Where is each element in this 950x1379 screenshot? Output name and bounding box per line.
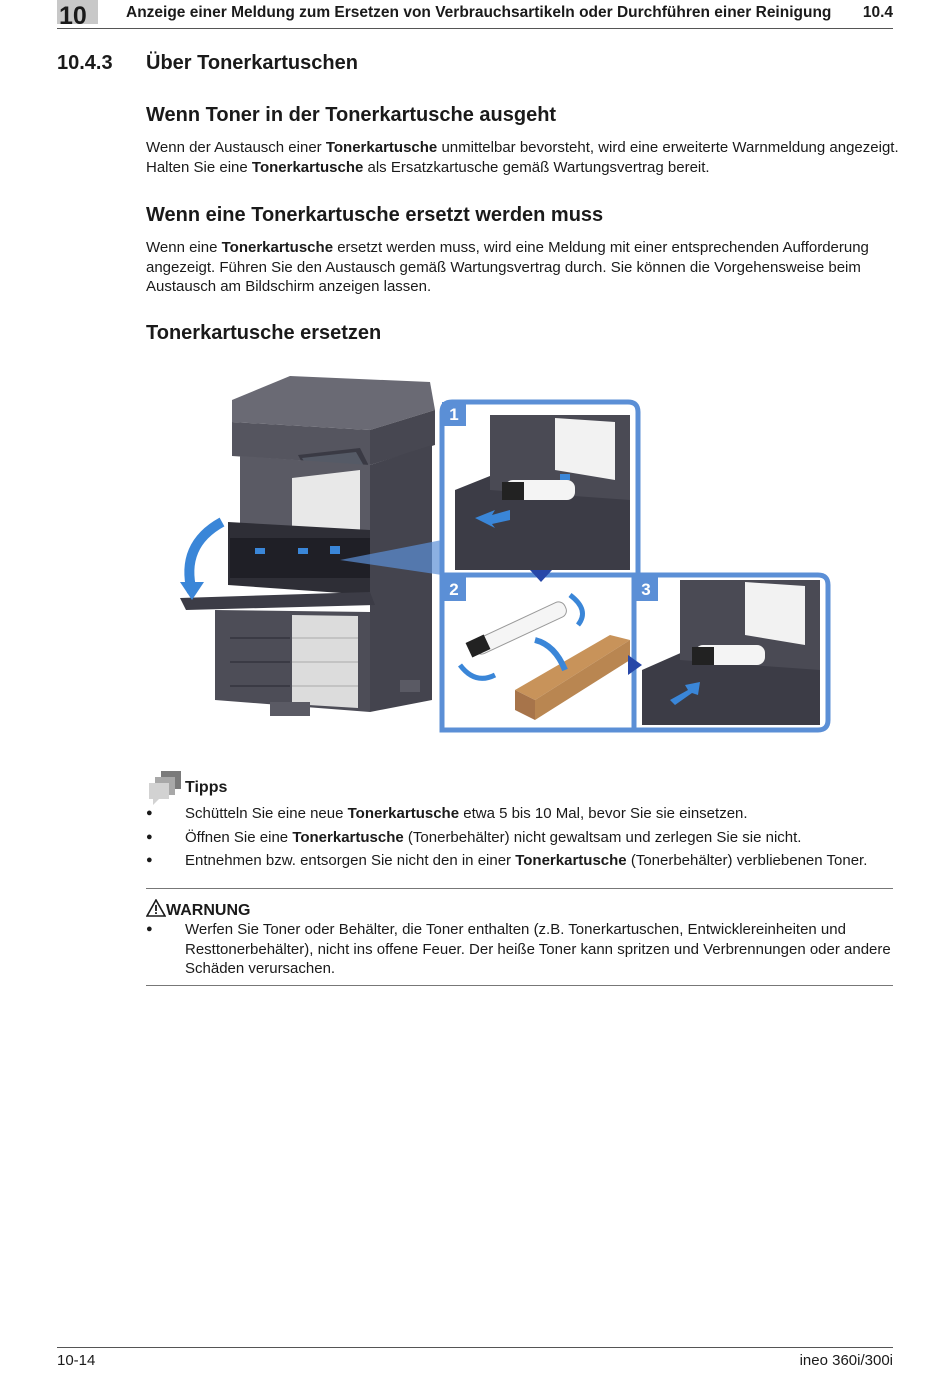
subheading-toner-low: Wenn Toner in der Tonerkartusche ausgeht	[146, 104, 557, 126]
text: Entnehmen bzw. entsorgen Sie nicht den in einer	[185, 852, 516, 869]
step1-panel	[442, 402, 638, 575]
toner-replacement-illustration	[170, 370, 840, 740]
section-number: 10.4.3	[57, 52, 113, 74]
running-header-title: Anzeige einer Meldung zum Ersetzen von Verbrauchsartikeln oder Durchführen einer Reinigung	[126, 4, 832, 21]
text: unmittelbar bevorsteht, wird eine erweiterte Warnmeldung angezeigt. Halten Sie eine	[146, 139, 899, 176]
tip-item	[146, 851, 906, 871]
tips-label: Tipps	[185, 779, 228, 796]
text: als Ersatzkartusche gemäß Wartungsvertrag bereit.	[363, 158, 710, 176]
warning-list	[146, 920, 894, 979]
text: etwa 5 bis 10 Mal, bevor Sie sie einsetzen.	[459, 805, 748, 822]
text: Öffnen Sie eine	[185, 828, 293, 846]
warning-heading	[146, 899, 250, 920]
text: (Tonerbehälter) nicht gewaltsam und zerlegen Sie sie nicht.	[403, 828, 802, 846]
step2-panel	[442, 570, 634, 730]
chapter-number: 10	[57, 0, 98, 24]
bold-term: Tonerkartusche	[515, 852, 627, 869]
paragraph-toner-low	[146, 138, 906, 177]
text: Wenn eine	[146, 239, 222, 256]
section-title: Über Tonerkartuschen	[146, 52, 358, 74]
running-header-section: 10.4	[862, 4, 893, 21]
bold-term: Tonerkartusche	[292, 828, 404, 846]
page-number: 10-14	[57, 1352, 96, 1369]
subheading-toner-replace-needed: Wenn eine Tonerkartusche ersetzt werden muss	[146, 204, 604, 226]
tips-list	[146, 804, 906, 875]
section-heading	[57, 52, 358, 75]
footer-divider	[57, 1347, 893, 1348]
warning-bottom-divider	[146, 985, 893, 986]
bold-term: Tonerkartusche	[251, 158, 364, 176]
paragraph-toner-replace-needed	[146, 238, 906, 297]
step3-panel	[628, 575, 828, 730]
model-name: ineo 360i/300i	[799, 1352, 893, 1369]
warning-label: WARNUNG	[166, 902, 251, 919]
tip-item	[146, 804, 906, 824]
header-divider	[57, 28, 893, 29]
bold-term: Tonerkartusche	[325, 139, 438, 156]
text: Schütteln Sie eine neue	[185, 805, 348, 822]
tips-icon	[147, 771, 183, 805]
warning-item: ● Werfen Sie Toner oder Behälter, die Toner enthalten (z.B. Tonerkartuschen, Entwicklereinheiten und Resttonerbehälter), nicht ins offene Feuer. Der heiße Toner kann spritzen und Verbrennungen oder andere Schäden verursachen.	[146, 920, 894, 979]
step-2-label: 2	[449, 580, 459, 599]
warning-top-divider	[146, 888, 893, 889]
bold-term: Tonerkartusche	[347, 805, 460, 822]
text: (Tonerbehälter) verbliebenen Toner.	[626, 852, 868, 869]
step-1-label: 1	[449, 405, 459, 424]
bold-term: Tonerkartusche	[221, 239, 334, 256]
step-3-label: 3	[641, 580, 651, 599]
copier-device-illustration	[180, 376, 435, 716]
text: ersetzt werden muss, wird eine Meldung mit einer entsprechenden Aufforderung angezeigt. Führen Sie den Austausch gemäß Wartungsvertrag durch. Sie können die Vorgehensweise beim Austausch am Bildschirm anzeigen lassen.	[146, 239, 869, 295]
subheading-replace-toner: Tonerkartusche ersetzen	[146, 322, 382, 344]
warning-icon	[146, 899, 166, 917]
text: Wenn der Austausch einer	[146, 139, 326, 156]
tip-item	[146, 828, 906, 848]
